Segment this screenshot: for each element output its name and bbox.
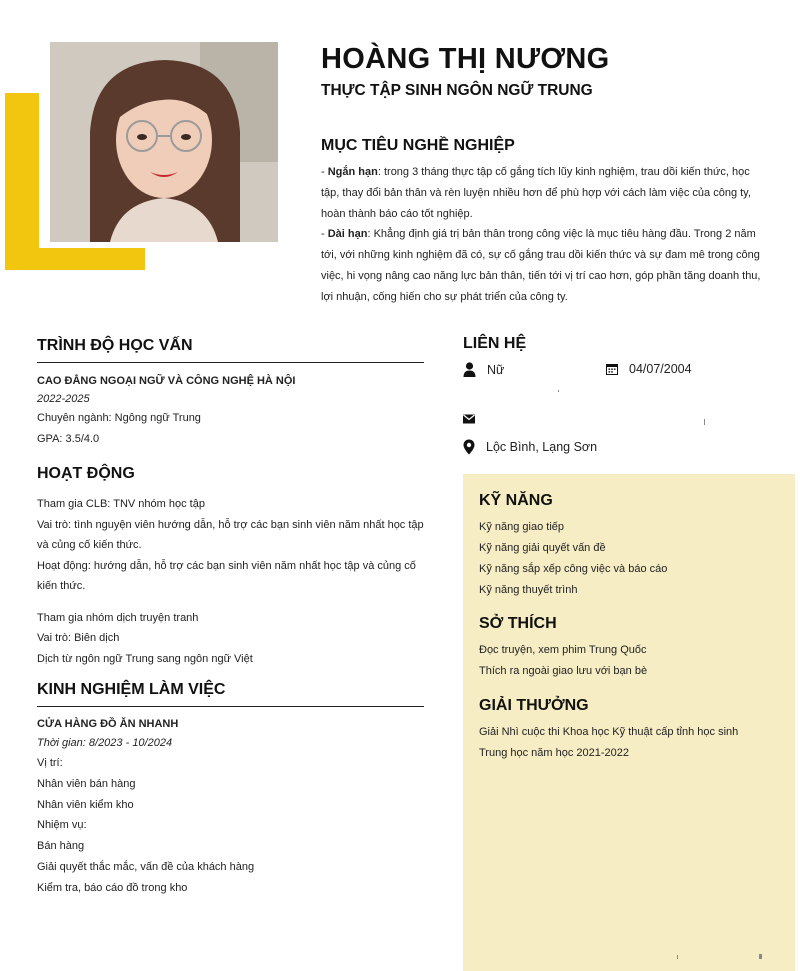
activity-line: Hoạt động: hướng dẫn, hỗ trợ các bạn sinh viên năm nhất học tập và củng cố kiến thức. — [37, 559, 416, 592]
award-item: Giải Nhì cuộc thi Khoa học Kỹ thuật cấp tỉnh học sinh — [479, 726, 739, 738]
education-gpa: GPA: 3.5/4.0 — [37, 433, 100, 445]
hobbies-heading: SỞ THÍCH — [479, 615, 557, 632]
activity-spacer — [37, 597, 427, 608]
experience-heading: KINH NGHIỆM LÀM VIỆC — [37, 681, 226, 698]
hobbies-list — [479, 640, 779, 682]
education-years: 2022-2025 — [37, 393, 90, 405]
objective-long-label: Dài hạn — [327, 228, 368, 241]
skills-list — [479, 517, 779, 601]
experience-line: Nhiệm vụ: — [37, 819, 87, 832]
experience-period: Thời gian: 8/2023 - 10/2024 — [37, 737, 173, 749]
experience-line: Giải quyết thắc mắc, vấn đề của khách hàng — [37, 860, 255, 873]
job-title: THỰC TẬP SINH NGÔN NGỮ TRUNG — [321, 82, 593, 99]
skill-item: Kỹ năng sắp xếp công việc và báo cáo — [479, 563, 668, 575]
experience-line: Nhân viên bán hàng — [37, 777, 136, 790]
text-artifact — [677, 955, 678, 959]
skill-item: Kỹ năng thuyết trình — [479, 584, 578, 596]
skills-heading: KỸ NĂNG — [479, 492, 553, 509]
activity-line: Vai trò: tình nguyện viên hướng dẫn, hỗ trợ các bạn sinh viên năm nhất học tập và củng cố kiến thức. — [37, 518, 424, 551]
contact-address-value: Lộc Bình, Lạng Sơn — [486, 440, 598, 454]
objective-short-term: - Ngắn hạn: trong 3 tháng thực tập cố gắng tích lũy kinh nghiệm, trau dồi kiến thức, học tập, thay đổi bản thân và rèn luyện nhiều hơn để phù hợp với cách làm việc của công ty, hoàn thành báo cáo tốt nghiệp. — [321, 166, 751, 220]
experience-line: Nhân viên kiểm kho — [37, 798, 134, 811]
candidate-name: HOÀNG THỊ NƯƠNG — [321, 43, 610, 75]
education-heading: TRÌNH ĐỘ HỌC VẤN — [37, 337, 193, 354]
education-divider — [37, 362, 424, 363]
skill-item: Kỹ năng giải quyết vấn đề — [479, 542, 606, 554]
accent-bar-horizontal — [5, 248, 145, 270]
activity-line: Dịch từ ngôn ngữ Trung sang ngôn ngữ Việt — [37, 652, 253, 665]
contact-birthdate-value: 04/07/2004 — [629, 362, 692, 376]
contact-birthdate — [606, 362, 692, 376]
profile-photo — [50, 42, 278, 242]
hobby-item: Đọc truyện, xem phim Trung Quốc — [479, 644, 647, 656]
activities-section — [37, 494, 427, 669]
activities-heading: HOẠT ĐỘNG — [37, 465, 135, 482]
contact-gender — [463, 362, 504, 377]
experience-line: Kiểm tra, báo cáo đồ trong kho — [37, 881, 188, 894]
education-major: Chuyên ngành: Ngông ngữ Trung — [37, 412, 201, 424]
sidebar-panel — [463, 474, 795, 971]
profile-photo-illustration — [50, 42, 278, 242]
objective-short-label: Ngắn hạn — [327, 166, 378, 178]
awards-list — [479, 722, 779, 764]
experience-line: Vị trí: — [37, 757, 63, 769]
contact-email — [463, 414, 475, 424]
text-artifact — [558, 390, 559, 392]
activity-line: Tham gia CLB: TNV nhóm học tập — [37, 498, 205, 510]
award-item: Trung học năm học 2021-2022 — [479, 747, 630, 759]
education-school: CAO ĐẲNG NGOẠI NGỮ VÀ CÔNG NGHỆ HÀ NỘI — [37, 375, 296, 387]
location-pin-icon — [463, 439, 475, 455]
objective-short-text: : trong 3 tháng thực tập cố gắng tích lũy kinh nghiệm, trau dồi kiến thức, học tập, thay đổi bản thân và rèn luyện nhiều hơn để phù hợp với cách làm việc của công ty, hoàn thành báo cáo tốt nghiệp. — [321, 166, 751, 220]
activity-line: Tham gia nhóm dịch truyện tranh — [37, 611, 199, 624]
text-artifact — [759, 954, 762, 959]
experience-section — [37, 717, 427, 901]
awards-heading: GIẢI THƯỞNG — [479, 697, 589, 714]
mail-icon — [463, 414, 475, 424]
experience-company: CỬA HÀNG ĐỒ ĂN NHANH — [37, 718, 179, 730]
objective-long-term: - Dài hạn: Khẳng định giá trị bản thân trong công việc là mục tiêu hàng đầu. Trong 2 năm tới, với những kinh nghiệm đã có, sự cố gắng trau dồi kiến thức và sự đam mê trong công việc, hi vọng nâng cao năng lực bản thân, tiến tới vị trí cao hơn, góp phần tăng doanh thu, lợi nhuận, cống hiến cho sự phát triển của công ty. — [321, 228, 761, 303]
accent-bar-vertical — [5, 93, 39, 270]
hobby-item: Thích ra ngoài giao lưu với bạn bè — [479, 665, 648, 677]
objective-heading: MỤC TIÊU NGHỀ NGHIỆP — [321, 137, 515, 154]
objective-body — [321, 162, 764, 308]
objective-long-text: : Khẳng định giá trị bản thân trong công việc là mục tiêu hàng đầu. Trong 2 năm tới, với những kinh nghiệm đã có, sự cố gắng trau dồi kiến thức và sự đam mê trong công việc, hi vọng nâng cao năng lực bản thân, tiến tới vị trí cao hơn, góp phần tăng doanh thu, lợi nhuận, cống hiến cho sự phát triển của công ty. — [321, 228, 761, 303]
contact-gender-value: Nữ — [487, 362, 505, 377]
person-icon — [463, 362, 476, 377]
contact-address — [463, 439, 597, 455]
education-section — [37, 373, 427, 453]
experience-divider — [37, 706, 424, 707]
calendar-icon — [606, 363, 618, 375]
activity-line: Vai trò: Biên dịch — [37, 632, 120, 644]
text-artifact — [704, 419, 705, 425]
contact-heading: LIÊN HỆ — [463, 335, 527, 352]
experience-line: Bán hàng — [37, 840, 85, 853]
skill-item: Kỹ năng giao tiếp — [479, 521, 565, 533]
